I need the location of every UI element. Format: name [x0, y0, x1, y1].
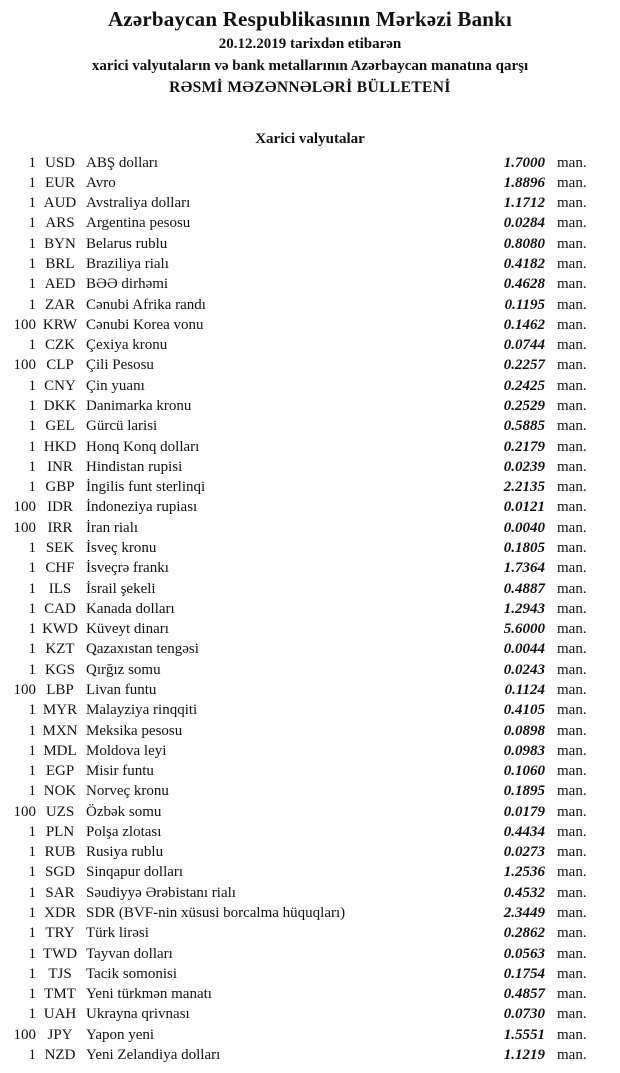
currency-code: KWD — [42, 621, 78, 638]
currency-code: ZAR — [45, 296, 75, 313]
currency-code: DKK — [43, 398, 77, 415]
currency-name: SDR (BVF-nin xüsusi borcalma hüquqları) — [86, 905, 346, 922]
currency-quantity: 1 — [28, 418, 36, 435]
bulletin-title: RƏSMİ MƏZƏNNƏLƏRİ BÜLLETENİ — [169, 79, 451, 96]
currency-row — [0, 985, 597, 1005]
currency-name: Argentina pesosu — [86, 215, 191, 232]
currency-code: AUD — [43, 195, 77, 212]
currency-row — [0, 1045, 597, 1065]
currency-unit-label: man. — [557, 438, 587, 455]
currency-unit-label: man. — [557, 986, 587, 1003]
currency-row — [0, 559, 597, 579]
currency-unit-label: man. — [557, 560, 587, 577]
currency-quantity: 1 — [28, 337, 36, 354]
currency-name: Kanada dolları — [86, 600, 175, 617]
currency-rate: 5.6000 — [503, 621, 545, 638]
currency-rate: 1.7000 — [503, 154, 545, 171]
currency-quantity: 1 — [28, 539, 36, 556]
currency-unit-label: man. — [557, 722, 587, 739]
currency-unit-label: man. — [557, 377, 587, 394]
currency-name: İran rialı — [86, 519, 139, 536]
currency-quantity: 1 — [28, 925, 36, 942]
currency-code: SAR — [45, 884, 75, 901]
currency-quantity: 1 — [28, 641, 36, 658]
currency-quantity: 1 — [28, 195, 36, 212]
currency-code: TJS — [48, 965, 72, 982]
currency-row — [0, 457, 597, 477]
currency-code: BRL — [45, 256, 75, 273]
currency-quantity: 1 — [28, 458, 36, 475]
currency-rate: 0.0284 — [503, 215, 545, 232]
currency-name: ABŞ dolları — [86, 154, 159, 171]
currency-name: Çin yuanı — [86, 377, 145, 394]
currency-code: CLP — [46, 357, 74, 374]
currency-code: INR — [47, 458, 73, 475]
currency-row — [0, 153, 597, 173]
currency-rate: 0.2179 — [503, 438, 545, 455]
currency-rate: 2.2135 — [503, 479, 545, 496]
currency-row — [0, 538, 597, 558]
currency-row — [0, 721, 597, 741]
scope-line: xarici valyutaların və bank metallarının Azərbaycan manatına qarşı — [91, 58, 529, 74]
currency-unit-label: man. — [557, 235, 587, 252]
currency-code: SGD — [44, 864, 75, 881]
currency-code: CHF — [45, 560, 75, 577]
currency-name: Sinqapur dolları — [86, 864, 184, 881]
currency-rate: 0.0040 — [503, 519, 545, 536]
currency-unit-label: man. — [557, 803, 587, 820]
currency-code: TMT — [44, 986, 76, 1003]
currency-code: HKD — [43, 438, 77, 455]
currency-row — [0, 599, 597, 619]
currency-row — [0, 254, 597, 274]
currency-rate: 0.8080 — [503, 235, 545, 252]
currency-row — [0, 660, 597, 680]
currency-quantity: 1 — [28, 398, 36, 415]
currency-name: İsveç kronu — [86, 539, 157, 556]
currency-name: Qazaxıstan tengəsi — [86, 641, 199, 658]
currency-quantity: 100 — [13, 357, 36, 374]
currency-row — [0, 295, 597, 315]
currency-code: ARS — [45, 215, 75, 232]
currency-quantity: 1 — [28, 256, 36, 273]
currency-name: İndoneziya rupiası — [86, 499, 198, 516]
effective-date-line: 20.12.2019 tarixdən etibarən — [218, 36, 402, 52]
section-title-foreign-currencies: Xarici valyutalar — [255, 131, 365, 147]
currency-code: UAH — [43, 1006, 77, 1023]
currency-name: Ukrayna qrivnası — [86, 1006, 190, 1023]
currency-unit-label: man. — [557, 337, 587, 354]
currency-rate: 0.4857 — [503, 986, 545, 1003]
currency-rate: 0.0730 — [503, 1006, 545, 1023]
currency-row — [0, 843, 597, 863]
currency-quantity: 1 — [28, 763, 36, 780]
currency-code: LBP — [46, 681, 74, 698]
currency-quantity: 1 — [28, 742, 36, 759]
currency-name: Gürcü larisi — [86, 418, 158, 435]
currency-rate: 0.4182 — [503, 256, 545, 273]
currency-code: CZK — [45, 337, 75, 354]
currency-quantity: 1 — [28, 580, 36, 597]
currency-name: Polşa zlotası — [86, 823, 162, 840]
bank-title: Azərbaycan Respublikasının Mərkəzi Bankı — [107, 7, 513, 31]
currency-name: Yapon yeni — [86, 1026, 155, 1043]
currency-name: Çexiya kronu — [86, 337, 168, 354]
currency-name: Rusiya rublu — [86, 844, 164, 861]
currency-unit-label: man. — [557, 276, 587, 293]
currency-row — [0, 376, 597, 396]
currency-row — [0, 579, 597, 599]
currency-name: İsveçrə frankı — [86, 560, 169, 577]
currency-rate: 0.2529 — [503, 398, 545, 415]
currency-unit-label: man. — [557, 316, 587, 333]
currency-name: Cənubi Afrika randı — [86, 296, 206, 313]
currency-rate: 2.3449 — [503, 905, 545, 922]
currency-name: Belarus rublu — [86, 235, 168, 252]
currency-rate: 1.8896 — [503, 174, 545, 191]
currency-name: İngilis funt sterlinqi — [86, 479, 206, 496]
currency-quantity: 1 — [28, 864, 36, 881]
currency-rate: 0.1060 — [503, 763, 545, 780]
currency-row — [0, 822, 597, 842]
currency-rate: 0.1124 — [504, 681, 545, 698]
currency-unit-label: man. — [557, 844, 587, 861]
currency-name: Tacik somonisi — [86, 965, 178, 982]
currency-row — [0, 518, 597, 538]
currency-unit-label: man. — [557, 479, 587, 496]
currency-code: CNY — [44, 377, 76, 394]
currency-quantity: 100 — [13, 1026, 36, 1043]
currency-name: Tayvan dolları — [86, 945, 173, 962]
currency-unit-label: man. — [557, 195, 587, 212]
currency-unit-label: man. — [557, 783, 587, 800]
currency-rate: 0.1805 — [503, 539, 545, 556]
currency-unit-label: man. — [557, 905, 587, 922]
currency-quantity: 1 — [28, 296, 36, 313]
currency-code: PLN — [45, 823, 75, 840]
currency-unit-label: man. — [557, 1026, 587, 1043]
currency-name: Malayziya rinqqiti — [86, 702, 198, 719]
currency-name: Misir funtu — [86, 763, 154, 780]
currency-rate: 1.7364 — [503, 560, 545, 577]
currency-code: KGS — [44, 661, 75, 678]
currency-rate: 0.1195 — [504, 296, 545, 313]
currency-row — [0, 903, 597, 923]
currency-code: IRR — [47, 519, 73, 536]
currency-row — [0, 194, 597, 214]
currency-unit-label: man. — [557, 256, 587, 273]
currency-quantity: 1 — [28, 945, 36, 962]
currency-rate: 1.2943 — [503, 600, 545, 617]
currency-code: BYN — [44, 235, 76, 252]
currency-code: EUR — [45, 174, 75, 191]
currency-quantity: 1 — [28, 884, 36, 901]
currency-unit-label: man. — [557, 823, 587, 840]
currency-code: XDR — [44, 905, 76, 922]
currency-unit-label: man. — [557, 681, 587, 698]
currency-rate: 1.2536 — [503, 864, 545, 881]
currency-row — [0, 883, 597, 903]
currency-rate: 0.0243 — [503, 661, 545, 678]
currency-unit-label: man. — [557, 884, 587, 901]
currency-quantity: 1 — [28, 905, 36, 922]
currency-name: Moldova leyi — [86, 742, 167, 759]
currency-code: MDL — [43, 742, 77, 759]
currency-name: Yeni Zelandiya dolları — [86, 1047, 221, 1064]
currency-row — [0, 437, 597, 457]
currency-quantity: 1 — [28, 844, 36, 861]
currency-row — [0, 214, 597, 234]
currency-row — [0, 498, 597, 518]
currency-name: Meksika pesosu — [86, 722, 183, 739]
currency-code: AED — [44, 276, 76, 293]
currency-row — [0, 619, 597, 639]
currency-code: TRY — [45, 925, 75, 942]
currency-rate: 0.4887 — [503, 580, 545, 597]
currency-row — [0, 782, 597, 802]
currency-rate: 0.5885 — [503, 418, 545, 435]
currency-quantity: 1 — [28, 661, 36, 678]
currency-code: NZD — [44, 1047, 76, 1064]
currency-rate: 0.1754 — [503, 965, 545, 982]
currency-row — [0, 802, 597, 822]
currency-unit-label: man. — [557, 499, 587, 516]
currency-quantity: 1 — [28, 1047, 36, 1064]
currency-code: CAD — [44, 600, 76, 617]
currency-unit-label: man. — [557, 1047, 587, 1064]
currency-code: RUB — [44, 844, 76, 861]
currency-unit-label: man. — [557, 296, 587, 313]
currency-rate: 0.4532 — [503, 884, 545, 901]
currency-quantity: 100 — [13, 681, 36, 698]
currency-rate: 0.2257 — [503, 357, 545, 374]
currency-quantity: 1 — [28, 621, 36, 638]
currency-row — [0, 640, 597, 660]
currency-row — [0, 396, 597, 416]
currency-name: Norveç kronu — [86, 783, 169, 800]
currency-rate: 1.1219 — [503, 1047, 545, 1064]
currency-unit-label: man. — [557, 600, 587, 617]
currency-unit-label: man. — [557, 519, 587, 536]
currency-unit-label: man. — [557, 763, 587, 780]
currency-name: Cənubi Korea vonu — [86, 316, 204, 333]
currency-name: Livan funtu — [86, 681, 157, 698]
currency-rate: 0.0239 — [503, 458, 545, 475]
currency-name: Hindistan rupisi — [86, 458, 183, 475]
currency-row — [0, 761, 597, 781]
currency-row — [0, 964, 597, 984]
currency-code: KRW — [42, 316, 78, 333]
currency-name: Səudiyyə Ərəbistanı rialı — [86, 884, 236, 901]
currency-code: SEK — [45, 539, 75, 556]
currency-rate: 0.0044 — [503, 641, 545, 658]
currency-unit-label: man. — [557, 621, 587, 638]
currency-name: Honq Konq dolları — [86, 438, 200, 455]
currency-rate: 0.0898 — [503, 722, 545, 739]
currency-rate: 0.4628 — [503, 276, 545, 293]
currency-row — [0, 234, 597, 254]
currency-row — [0, 173, 597, 193]
currency-unit-label: man. — [557, 945, 587, 962]
currency-quantity: 1 — [28, 215, 36, 232]
currency-rate: 0.1462 — [503, 316, 545, 333]
currency-code: GEL — [45, 418, 75, 435]
currency-row — [0, 315, 597, 335]
currency-unit-label: man. — [557, 154, 587, 171]
currency-rate: 0.4434 — [503, 823, 545, 840]
currency-unit-label: man. — [557, 539, 587, 556]
currency-quantity: 100 — [13, 499, 36, 516]
currency-row — [0, 275, 597, 295]
currency-quantity: 1 — [28, 783, 36, 800]
currency-row — [0, 1005, 597, 1025]
currency-unit-label: man. — [557, 965, 587, 982]
document-header — [0, 0, 620, 99]
currency-name: Çili Pesosu — [86, 357, 154, 374]
currency-quantity: 1 — [28, 702, 36, 719]
currency-rate: 1.5551 — [503, 1026, 545, 1043]
currency-quantity: 100 — [13, 519, 36, 536]
currency-name: Avro — [86, 174, 116, 191]
currency-quantity: 1 — [28, 965, 36, 982]
currency-row — [0, 741, 597, 761]
currency-row — [0, 417, 597, 437]
currency-rate: 1.1712 — [503, 195, 545, 212]
currency-rate: 0.2862 — [503, 925, 545, 942]
currency-unit-label: man. — [557, 742, 587, 759]
currency-unit-label: man. — [557, 661, 587, 678]
currency-row — [0, 863, 597, 883]
currency-name: Qırğız somu — [86, 661, 161, 678]
currency-code: UZS — [45, 803, 75, 820]
currency-row — [0, 680, 597, 700]
currency-row — [0, 478, 597, 498]
currency-code: KZT — [45, 641, 75, 658]
currency-rate: 0.1895 — [503, 783, 545, 800]
currency-row — [0, 944, 597, 964]
currency-unit-label: man. — [557, 925, 587, 942]
currency-quantity: 100 — [13, 316, 36, 333]
currency-code: NOK — [43, 783, 77, 800]
currency-unit-label: man. — [557, 1006, 587, 1023]
currency-quantity: 1 — [28, 1006, 36, 1023]
currency-row — [0, 701, 597, 721]
currency-name: Türk lirəsi — [86, 925, 149, 942]
currency-unit-label: man. — [557, 357, 587, 374]
currency-row — [0, 924, 597, 944]
currency-rate: 0.0273 — [503, 844, 545, 861]
currency-quantity: 1 — [28, 823, 36, 840]
currency-code: ILS — [48, 580, 72, 597]
currency-code: TWD — [42, 945, 78, 962]
currency-row — [0, 336, 597, 356]
currency-quantity: 1 — [28, 560, 36, 577]
currency-quantity: 1 — [28, 722, 36, 739]
currency-unit-label: man. — [557, 864, 587, 881]
currency-name: Özbək somu — [86, 803, 162, 820]
currency-rate: 0.0179 — [503, 803, 545, 820]
currency-quantity: 1 — [28, 377, 36, 394]
currency-quantity: 1 — [28, 276, 36, 293]
currency-code: MYR — [42, 702, 78, 719]
currency-code: GBP — [45, 479, 75, 496]
currency-name: Danimarka kronu — [86, 398, 192, 415]
currency-rate: 0.0563 — [503, 945, 545, 962]
currency-unit-label: man. — [557, 418, 587, 435]
currency-unit-label: man. — [557, 398, 587, 415]
currency-quantity: 1 — [28, 986, 36, 1003]
currency-unit-label: man. — [557, 702, 587, 719]
currency-code: JPY — [47, 1026, 73, 1043]
currency-row — [0, 356, 597, 376]
currency-quantity: 1 — [28, 235, 36, 252]
currency-unit-label: man. — [557, 458, 587, 475]
currency-name: Yeni türkmən manatı — [86, 986, 212, 1003]
currency-code: USD — [44, 154, 75, 171]
currency-unit-label: man. — [557, 174, 587, 191]
currency-rate: 0.2425 — [503, 377, 545, 394]
currency-unit-label: man. — [557, 580, 587, 597]
currency-quantity: 1 — [28, 174, 36, 191]
currency-rate: 0.4105 — [503, 702, 545, 719]
currency-rate: 0.0744 — [503, 337, 545, 354]
currency-quantity: 1 — [28, 479, 36, 496]
currency-quantity: 1 — [28, 600, 36, 617]
currency-name: İsrail şekeli — [86, 580, 156, 597]
exchange-rates-table — [0, 153, 620, 1066]
currency-unit-label: man. — [557, 641, 587, 658]
currency-quantity: 1 — [28, 438, 36, 455]
currency-code: EGP — [45, 763, 75, 780]
currency-code: IDR — [47, 499, 73, 516]
currency-quantity: 1 — [28, 154, 36, 171]
currency-rate: 0.0983 — [503, 742, 545, 759]
currency-name: Küveyt dinarı — [86, 621, 169, 638]
currency-name: BƏƏ dirhəmi — [86, 276, 169, 293]
currency-row — [0, 1025, 597, 1045]
currency-rate: 0.0121 — [503, 499, 545, 516]
currency-name: Braziliya rialı — [86, 256, 169, 273]
currency-name: Avstraliya dolları — [86, 195, 191, 212]
currency-unit-label: man. — [557, 215, 587, 232]
currency-code: MXN — [42, 722, 78, 739]
currency-quantity: 100 — [13, 803, 36, 820]
